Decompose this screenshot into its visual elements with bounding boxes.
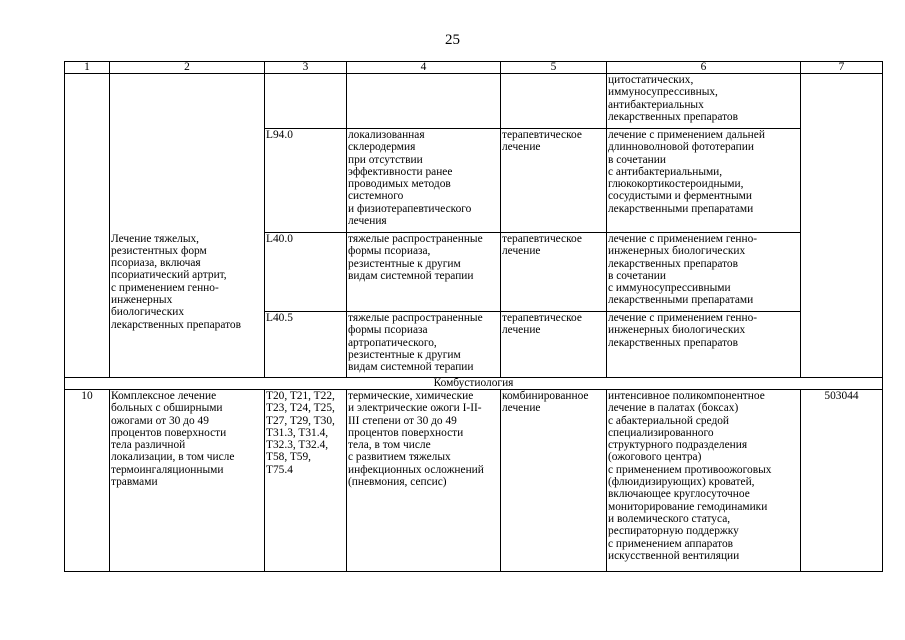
model-cell: локализованная склеродермия при отсутствии эффективности ранее проводимых методов системного и физиотерапевтического лечения (347, 129, 501, 233)
header-cell: 2 (110, 62, 265, 74)
code-cell: L94.0 (265, 129, 347, 233)
medical-care-table (64, 61, 883, 572)
treatment-type-cell (501, 74, 607, 129)
treatment-type-cell: терапевтическое лечение (501, 233, 607, 312)
page-number: 25 (445, 32, 460, 48)
group-name-cell: Комплексное лечение больных с обширными ожогами от 30 до 49 процентов поверхности тела различной локализации, в том числе термоингаляционными травмами (110, 390, 265, 572)
model-cell: тяжелые распространенные формы псориаза, резистентные к другим видам системной терапии (347, 233, 501, 312)
method-cell: лечение с применением дальней длинноволновой фототерапии в сочетании с антибактериальными, глюкокортикостероидными, сосудистыми и ферментными лекарственными препаратами (607, 129, 801, 233)
header-cell: 4 (347, 62, 501, 74)
table-row (65, 233, 883, 312)
group-name-cell: Лечение тяжелых, резистентных форм псориаза, включая псориатический артрит, с применением генно- инженерных биологических лекарственных препаратов (110, 233, 265, 378)
method-cell: лечение с применением генно- инженерных биологических лекарственных препаратов в сочетании с иммуносупрессивными лекарственными препаратами (607, 233, 801, 312)
number-cell: 10 (65, 390, 110, 572)
section-title: Комбустиология (65, 378, 883, 390)
code-cell: L40.5 (265, 312, 347, 378)
code-cell (265, 74, 347, 129)
number-cell (65, 74, 110, 378)
model-cell (347, 74, 501, 129)
code-cell: L40.0 (265, 233, 347, 312)
treatment-type-cell: комбинированное лечение (501, 390, 607, 572)
section-row (65, 378, 883, 390)
treatment-type-cell: терапевтическое лечение (501, 312, 607, 378)
header-row (65, 62, 883, 74)
method-cell: цитостатических, иммуносупрессивных, антибактериальных лекарственных препаратов (607, 74, 801, 129)
method-cell: интенсивное поликомпонентное лечение в палатах (боксах) с абактериальной средой специализированного структурного подразделения (ожогового центра) с применением противоожоговых (флюидизирующих) кроватей, включающее круглосуточное мониторирование гемодинамики и волемического статуса, респираторную поддержку с применением аппаратов искусственной вентиляции (607, 390, 801, 572)
header-cell: 6 (607, 62, 801, 74)
model-cell: термические, химические и электрические ожоги I-II- III степени от 30 до 49 процентов поверхности тела, в том числе с развитием тяжелых инфекционных осложнений (пневмония, сепсис) (347, 390, 501, 572)
method-cell: лечение с применением генно- инженерных биологических лекарственных препаратов (607, 312, 801, 378)
header-cell: 1 (65, 62, 110, 74)
header-cell: 5 (501, 62, 607, 74)
group-name-cell (110, 74, 265, 233)
table-row (65, 390, 883, 572)
cost-cell (801, 74, 883, 378)
model-cell: тяжелые распространенные формы псориаза артропатического, резистентные к другим видам системной терапии (347, 312, 501, 378)
table-row (65, 74, 883, 129)
treatment-type-cell: терапевтическое лечение (501, 129, 607, 233)
header-cell: 3 (265, 62, 347, 74)
code-cell: T20, T21, T22, T23, T24, T25, T27, T29, T30, T31.3, T31.4, T32.3, T32.4, T58, T59, T75.4 (265, 390, 347, 572)
cost-cell: 503044 (801, 390, 883, 572)
header-cell: 7 (801, 62, 883, 74)
